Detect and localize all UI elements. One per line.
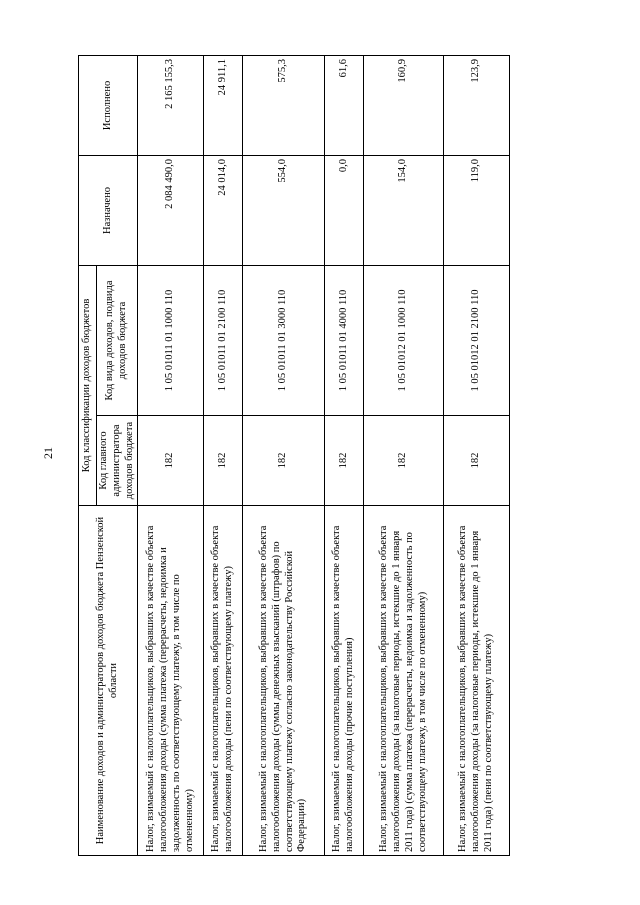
table-row: [444, 55, 510, 855]
row-executed: 123,9: [444, 55, 510, 155]
row-name: Налог, взимаемый с налогоплательщиков, выбравших в качестве объекта налогообложения доходы (суммы денежных взысканий (штрафов) по соответствующему платежу согласно законодательству Российской Федерации): [243, 506, 325, 856]
row-name: Налог, взимаемый с налогоплательщиков, выбравших в качестве объекта налогообложения доходы (прочие поступления): [325, 506, 364, 856]
row-code: 1 05 01011 01 3000 110: [243, 265, 325, 415]
header-name: Наименование доходов и администраторов доходов бюджета Пензенской области: [79, 506, 138, 856]
row-admin: 182: [138, 416, 204, 506]
row-assigned: 119,0: [444, 155, 510, 265]
row-code: 1 05 01012 01 2100 110: [444, 265, 510, 415]
row-assigned: 554,0: [243, 155, 325, 265]
table-row: [364, 55, 444, 855]
header-executed: Исполнено: [79, 55, 138, 155]
row-name: Налог, взимаемый с налогоплательщиков, выбравших в качестве объекта налогообложения доходы (сумма платежа (перерасчеты, недоимка и задолженность по соответствующему платежу, в том числе по отмененному): [138, 506, 204, 856]
budget-table: [78, 55, 510, 856]
row-code: 1 05 01011 01 2100 110: [204, 265, 243, 415]
table-row: [243, 55, 325, 855]
row-code: 1 05 01011 01 4000 110: [325, 265, 364, 415]
row-admin: 182: [204, 416, 243, 506]
row-executed: 160,9: [364, 55, 444, 155]
table-row: [138, 55, 204, 855]
table-row: [204, 55, 243, 855]
header-admin-code: Код главного администратора доходов бюджета: [97, 416, 138, 506]
row-assigned: 154,0: [364, 155, 444, 265]
row-admin: 182: [325, 416, 364, 506]
row-name: Налог, взимаемый с налогоплательщиков, выбравших в качестве объекта налогообложения доходы (за налоговые периоды, истекшие до 1 января 2011 года) (пени по соответствующему платежу): [444, 506, 510, 856]
row-admin: 182: [364, 416, 444, 506]
row-admin: 182: [444, 416, 510, 506]
row-code: 1 05 01012 01 1000 110: [364, 265, 444, 415]
row-assigned: 24 014,0: [204, 155, 243, 265]
row-executed: 575,3: [243, 55, 325, 155]
row-executed: 61,6: [325, 55, 364, 155]
row-assigned: 2 084 490,0: [138, 155, 204, 265]
row-assigned: 0,0: [325, 155, 364, 265]
rotated-table-container: [78, 56, 510, 856]
header-classification: Код классификации доходов бюджетов: [79, 265, 97, 505]
row-code: 1 05 01011 01 1000 110: [138, 265, 204, 415]
table-row: [325, 55, 364, 855]
row-name: Налог, взимаемый с налогоплательщиков, выбравших в качестве объекта налогообложения доходы (пени по соответствующему платежу): [204, 506, 243, 856]
row-executed: 24 911,1: [204, 55, 243, 155]
header-row-1: [79, 55, 97, 855]
header-assigned: Назначено: [79, 155, 138, 265]
page-number: 21: [41, 447, 55, 459]
row-executed: 2 165 155,3: [138, 55, 204, 155]
row-name: Налог, взимаемый с налогоплательщиков, выбравших в качестве объекта налогообложения доходы (за налоговые периоды, истекшие до 1 января 2011 года) (сумма платежа (перерасчеты, недоимка и задолженность по соответствующему платежу, в том числе по отмененному): [364, 506, 444, 856]
header-type-code: Код вида доходов, подвида доходов бюджета: [97, 265, 138, 415]
row-admin: 182: [243, 416, 325, 506]
